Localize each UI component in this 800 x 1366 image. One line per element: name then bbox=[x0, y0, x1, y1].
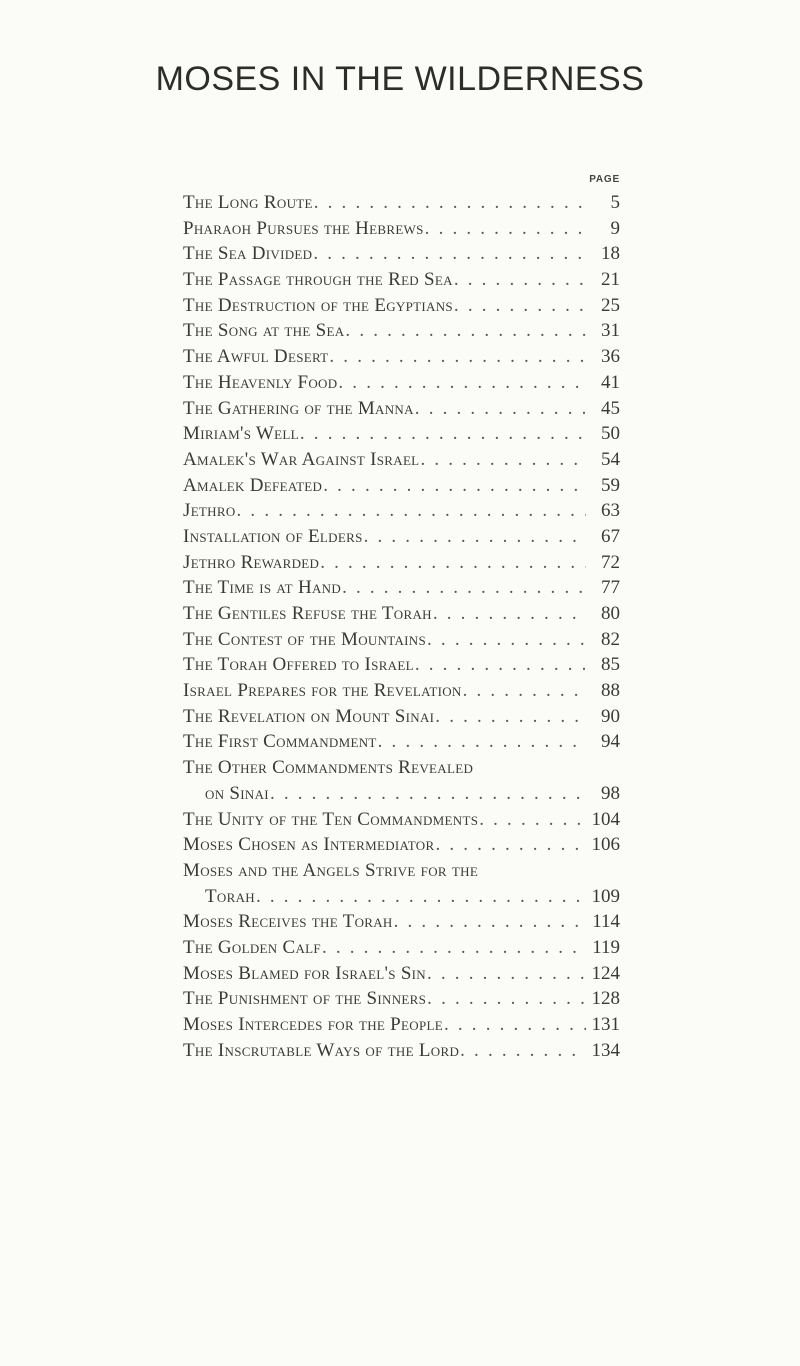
toc-entry-title: Amalek's War Against Israel bbox=[183, 448, 420, 470]
toc-entry-page: 36 bbox=[601, 346, 620, 368]
toc-entry-page: 82 bbox=[601, 628, 620, 650]
toc-entry bbox=[183, 370, 620, 396]
dot-leader bbox=[300, 421, 586, 447]
toc-entry-title: Moses Blamed for Israel's Sin bbox=[183, 962, 426, 984]
toc-entry-page: 54 bbox=[601, 448, 620, 470]
dot-leader bbox=[270, 781, 586, 807]
dot-leader bbox=[435, 832, 586, 858]
toc-entry bbox=[183, 550, 620, 576]
dot-leader bbox=[323, 473, 586, 499]
dot-leader bbox=[460, 1038, 586, 1064]
toc-entry-title: The Other Commandments Revealed bbox=[183, 757, 474, 779]
toc-entry-title: The Golden Calf bbox=[183, 936, 321, 958]
toc-entry-page: 106 bbox=[591, 834, 620, 856]
toc-entry-title: The Long Route bbox=[183, 192, 313, 213]
toc-entry bbox=[183, 473, 620, 499]
toc-entry-title: The Passage through the Red Sea bbox=[183, 269, 453, 291]
toc-entry bbox=[183, 216, 620, 242]
toc-entry-page: 104 bbox=[591, 808, 620, 830]
dot-leader bbox=[329, 344, 586, 370]
page-title: MOSES IN THE WILDERNESS bbox=[155, 60, 645, 98]
toc-entry-page: 21 bbox=[601, 269, 620, 291]
toc-entry-title: Miriam's Well bbox=[183, 423, 299, 445]
dot-leader bbox=[454, 293, 586, 319]
dot-leader bbox=[314, 190, 586, 216]
toc-entry-page: 41 bbox=[601, 371, 620, 393]
toc-entry bbox=[183, 1038, 620, 1064]
toc-entry-page: 85 bbox=[601, 654, 620, 676]
toc-entry bbox=[183, 318, 620, 344]
toc-entry-page: 45 bbox=[601, 397, 620, 419]
toc-entry-continuation bbox=[183, 884, 620, 910]
toc-entry bbox=[183, 267, 620, 293]
toc-entry bbox=[183, 807, 620, 833]
dot-leader bbox=[415, 652, 586, 678]
toc-entry-title: The Punishment of the Sinners bbox=[183, 988, 427, 1010]
toc-entry-title: Jethro bbox=[183, 500, 236, 522]
toc-entry-page: 9 bbox=[610, 217, 620, 239]
toc-entry bbox=[183, 498, 620, 524]
toc-entry-continuation bbox=[183, 781, 620, 807]
toc-entry-title: The Awful Desert bbox=[183, 346, 329, 368]
toc-entry bbox=[183, 961, 620, 987]
dot-leader bbox=[454, 267, 586, 293]
toc-entry bbox=[183, 858, 620, 884]
dot-leader bbox=[322, 935, 586, 961]
toc-entry bbox=[183, 986, 620, 1012]
toc-entry-page: 119 bbox=[592, 936, 620, 958]
dot-leader bbox=[345, 318, 586, 344]
toc-entry-title: Moses Intercedes for the People bbox=[183, 1014, 443, 1035]
dot-leader bbox=[394, 909, 586, 935]
dot-leader bbox=[364, 524, 586, 550]
toc-entry bbox=[183, 832, 620, 858]
toc-entry-page: 59 bbox=[601, 474, 620, 496]
dot-leader bbox=[425, 216, 586, 242]
table-of-contents bbox=[183, 190, 620, 1063]
toc-entry bbox=[183, 396, 620, 422]
dot-leader bbox=[444, 1012, 586, 1038]
toc-entry bbox=[183, 241, 620, 267]
toc-entry-title-continuation: on Sinai bbox=[205, 782, 269, 804]
toc-entry-title: Moses Receives the Torah bbox=[183, 911, 393, 933]
dot-leader bbox=[463, 678, 586, 704]
toc-entry-title: The Heavenly Food bbox=[183, 371, 338, 393]
toc-entry-title: The Sea Divided bbox=[183, 243, 313, 265]
toc-entry-title: Moses Chosen as Intermediator bbox=[183, 834, 435, 856]
toc-entry-page: 31 bbox=[601, 320, 620, 342]
toc-entry-title: Amalek Defeated bbox=[183, 474, 323, 496]
toc-entry bbox=[183, 627, 620, 653]
toc-entry-page: 63 bbox=[601, 500, 620, 522]
toc-entry-page: 134 bbox=[591, 1039, 620, 1061]
toc-entry-title: The Destruction of the Egyptians bbox=[183, 294, 453, 316]
toc-entry bbox=[183, 575, 620, 601]
dot-leader bbox=[415, 396, 586, 422]
toc-entry-title: Israel Prepares for the Revelation bbox=[183, 680, 462, 702]
toc-entry-title: Installation of Elders bbox=[183, 525, 363, 547]
toc-entry-page: 88 bbox=[601, 680, 620, 702]
toc-entry bbox=[183, 678, 620, 704]
toc-entry-title: Jethro Rewarded bbox=[183, 551, 320, 573]
toc-entry bbox=[183, 704, 620, 730]
toc-entry-title: The Gentiles Refuse the Torah bbox=[183, 603, 432, 624]
toc-entry-page: 128 bbox=[591, 988, 620, 1010]
dot-leader bbox=[427, 627, 586, 653]
toc-entry bbox=[183, 601, 620, 627]
dot-leader bbox=[342, 575, 586, 601]
toc-entry-page: 18 bbox=[601, 243, 620, 265]
toc-entry-title: The Contest of the Mountains bbox=[183, 628, 427, 650]
dot-leader bbox=[320, 550, 586, 576]
toc-entry-title: The Unity of the Ten Commandments bbox=[183, 808, 479, 830]
toc-entry bbox=[183, 652, 620, 678]
toc-entry-title-continuation: Torah bbox=[205, 885, 255, 907]
toc-entry-page: 77 bbox=[601, 577, 620, 599]
toc-entry-page: 131 bbox=[591, 1014, 620, 1035]
toc-entry-page: 94 bbox=[601, 731, 620, 753]
toc-entry-title: The Gathering of the Manna bbox=[183, 397, 414, 419]
toc-entry bbox=[183, 909, 620, 935]
toc-entry-title: The Time is at Hand bbox=[183, 577, 342, 599]
dot-leader bbox=[427, 961, 586, 987]
toc-entry-page: 80 bbox=[601, 603, 620, 624]
toc-entry-title: Moses and the Angels Strive for the bbox=[183, 859, 479, 881]
toc-entry-title: The Torah Offered to Israel bbox=[183, 654, 414, 676]
toc-entry bbox=[183, 755, 620, 781]
dot-leader bbox=[433, 601, 586, 627]
toc-entry-title: The Inscrutable Ways of the Lord bbox=[183, 1039, 460, 1061]
toc-entry-page: 109 bbox=[591, 885, 620, 907]
dot-leader bbox=[435, 704, 586, 730]
dot-leader bbox=[479, 807, 586, 833]
toc-entry-page: 114 bbox=[592, 911, 620, 933]
toc-entry bbox=[183, 344, 620, 370]
toc-entry bbox=[183, 421, 620, 447]
toc-entry-title: Pharaoh Pursues the Hebrews bbox=[183, 217, 424, 239]
toc-entry bbox=[183, 524, 620, 550]
toc-entry-title: The Song at the Sea bbox=[183, 320, 345, 342]
dot-leader bbox=[378, 729, 586, 755]
toc-entry-title: The Revelation on Mount Sinai bbox=[183, 705, 435, 727]
toc-entry bbox=[183, 935, 620, 961]
page-column-label: PAGE bbox=[589, 174, 620, 185]
toc-entry-page: 67 bbox=[601, 525, 620, 547]
dot-leader bbox=[338, 370, 586, 396]
dot-leader bbox=[427, 986, 586, 1012]
dot-leader bbox=[313, 241, 586, 267]
toc-entry bbox=[183, 729, 620, 755]
toc-entry-page: 5 bbox=[610, 192, 620, 213]
toc-entry bbox=[183, 293, 620, 319]
toc-entry-page: 98 bbox=[601, 782, 620, 804]
toc-entry-title: The First Commandment bbox=[183, 731, 377, 753]
toc-entry-page: 72 bbox=[601, 551, 620, 573]
toc-entry bbox=[183, 447, 620, 473]
dot-leader bbox=[256, 884, 586, 910]
toc-entry bbox=[183, 1012, 620, 1038]
toc-entry-page: 25 bbox=[601, 294, 620, 316]
toc-entry bbox=[183, 190, 620, 216]
toc-entry-page: 50 bbox=[601, 423, 620, 445]
toc-entry-page: 124 bbox=[591, 962, 620, 984]
dot-leader bbox=[237, 498, 586, 524]
dot-leader bbox=[420, 447, 586, 473]
toc-entry-page: 90 bbox=[601, 705, 620, 727]
